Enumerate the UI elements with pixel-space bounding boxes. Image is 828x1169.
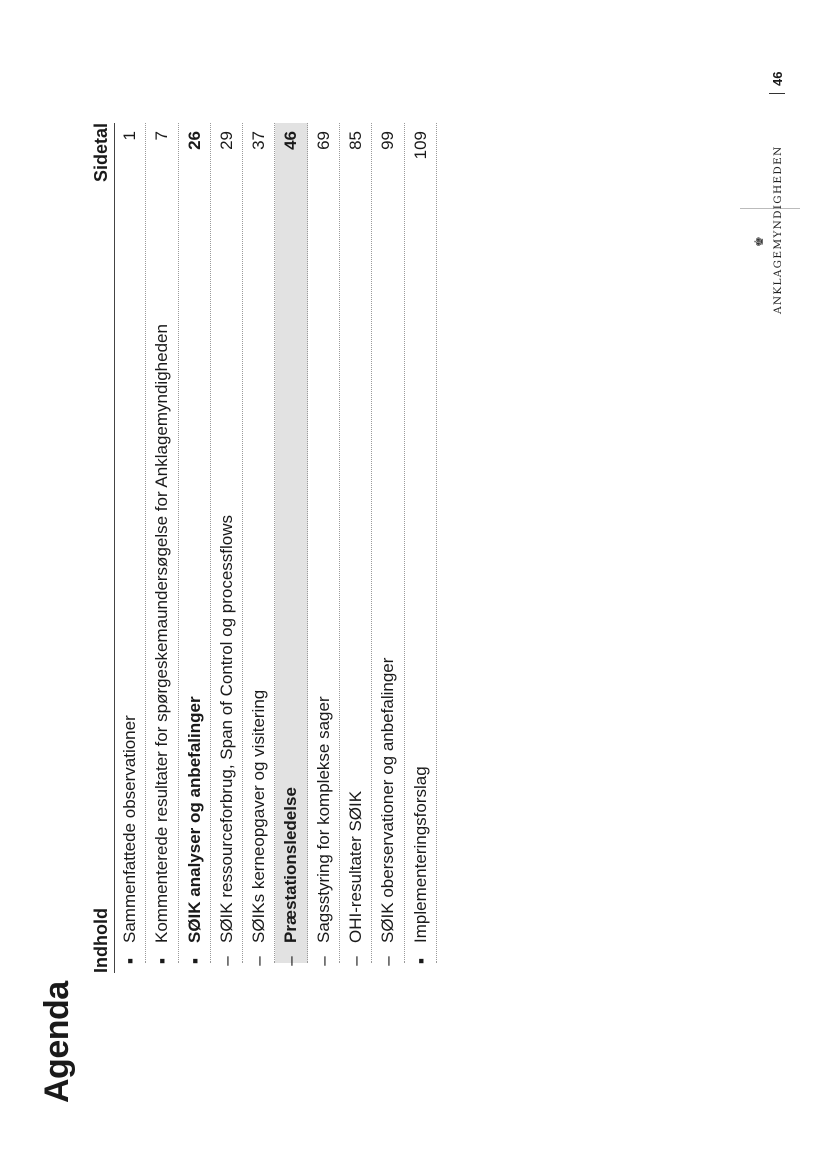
- footer-divider: [769, 93, 785, 94]
- toc-row-label: Præstationsledelse: [281, 787, 301, 943]
- toc-row-label: SØIK analyser og anbefalinger: [184, 696, 204, 943]
- toc-row-page: 1: [120, 131, 139, 141]
- dash-icon: –: [281, 956, 301, 966]
- toc-row-page: 69: [313, 131, 333, 150]
- bullet-icon: ■: [157, 958, 168, 964]
- toc-row[interactable]: [114, 123, 146, 963]
- toc-row[interactable]: [308, 123, 340, 966]
- dash-icon: –: [249, 956, 269, 966]
- toc-row[interactable]: [146, 123, 178, 963]
- crown-icon: ♚: [752, 236, 766, 247]
- toc-row-label: Sagsstyring for komplekse sager: [313, 696, 333, 943]
- bullet-icon: ■: [415, 958, 426, 964]
- page-number: 46: [770, 71, 785, 86]
- toc-row-label: SØIK ressourceforbrug, Span of Control og processflows: [216, 514, 236, 943]
- toc-row-page: 29: [216, 131, 236, 150]
- toc-row-label: SØIK oberservationer og anbefalinger: [378, 657, 398, 943]
- bullet-icon: ■: [189, 958, 200, 964]
- toc-list: [114, 123, 437, 966]
- toc-row-page: 37: [249, 131, 269, 150]
- toc-header: [84, 123, 115, 973]
- toc-row[interactable]: [211, 123, 243, 966]
- toc-row-label: Sammenfattede observationer: [120, 715, 139, 943]
- toc-row-label: SØIKs kerneopgaver og visitering: [249, 689, 269, 943]
- divider: [740, 188, 800, 209]
- dash-icon: –: [378, 956, 398, 966]
- toc-row-label: Kommenterede resultater for spørgeskemaundersøgelse for Anklagemyndigheden: [152, 324, 172, 943]
- bullet-icon: ■: [125, 958, 135, 964]
- toc-row-label: OHI-resultater SØIK: [346, 790, 366, 943]
- toc-row[interactable]: [243, 123, 275, 966]
- toc-row[interactable]: [179, 123, 211, 963]
- toc-row[interactable]: [405, 123, 437, 963]
- toc-row[interactable]: [275, 123, 307, 966]
- toc-row-page: 99: [378, 131, 398, 150]
- dash-icon: –: [313, 956, 333, 966]
- dash-icon: –: [216, 956, 236, 966]
- toc-row[interactable]: [372, 123, 404, 966]
- toc-row-page: 85: [346, 131, 366, 150]
- brand-name: ANKLAGEMYNDIGHEDEN: [772, 145, 784, 314]
- toc-row-page: 7: [152, 131, 172, 141]
- toc-row[interactable]: [340, 123, 372, 966]
- toc-row-label: Implementeringsforslag: [410, 766, 430, 943]
- toc-row-page: 109: [410, 131, 430, 160]
- toc-header-contents: Indhold: [91, 908, 111, 973]
- toc-row-page: 26: [184, 131, 204, 150]
- page-title: Agenda: [38, 981, 76, 1103]
- toc-row-page: 46: [281, 131, 301, 150]
- dash-icon: –: [346, 956, 366, 966]
- toc-header-page: Sidetal: [91, 123, 111, 183]
